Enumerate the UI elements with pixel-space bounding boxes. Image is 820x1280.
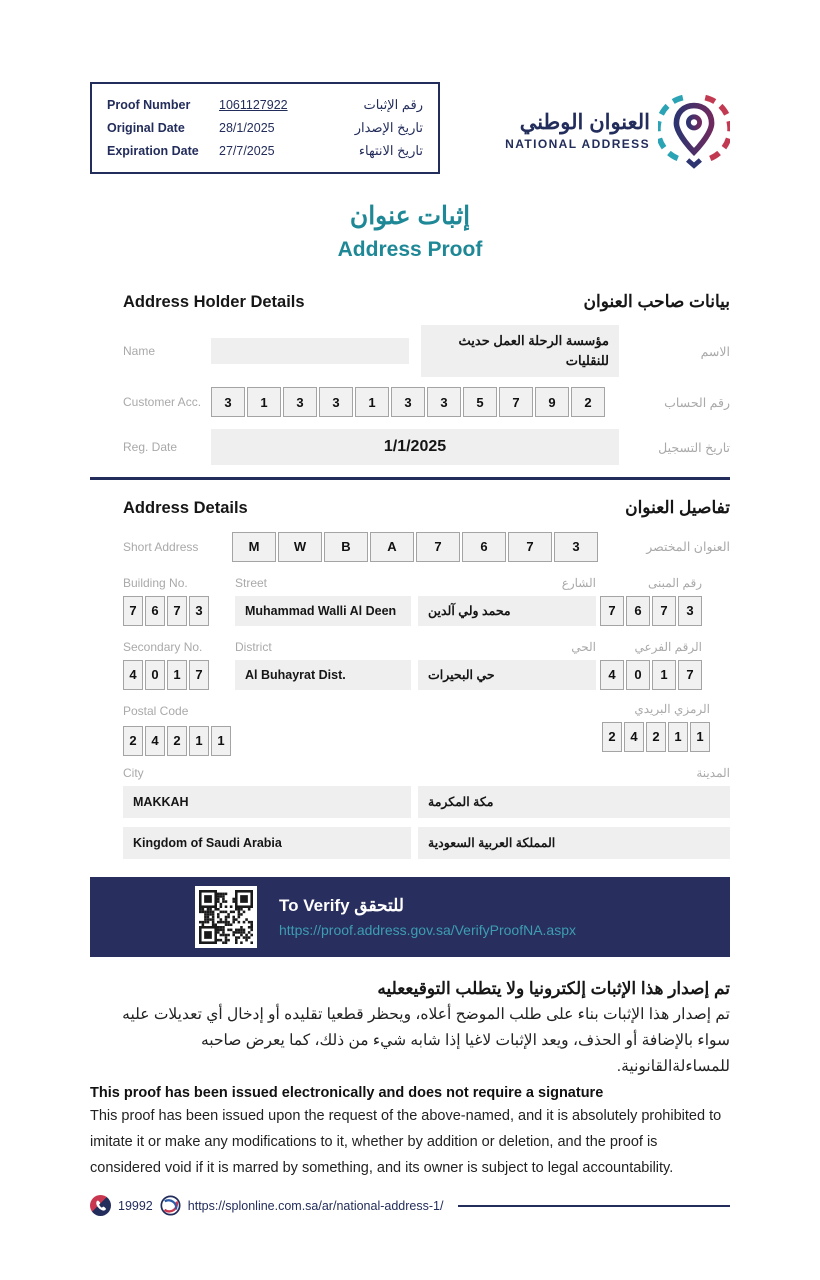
secondary-no-cells-ar bbox=[600, 660, 702, 690]
street-value-ar: محمد ولي آلدين bbox=[418, 596, 596, 626]
title-arabic: إثبات عنوان bbox=[349, 202, 471, 230]
char-cell: 3 bbox=[391, 387, 425, 417]
footer-url-link[interactable]: https://splonline.com.sa/ar/national-address-1/ bbox=[187, 1198, 444, 1213]
char-cell: 3 bbox=[319, 387, 353, 417]
postal-code-row bbox=[90, 702, 730, 756]
char-cell: 9 bbox=[535, 387, 569, 417]
char-cell: 0 bbox=[626, 660, 650, 690]
char-cell: 3 bbox=[427, 387, 461, 417]
char-cell: 7 bbox=[600, 596, 624, 626]
national-address-logo bbox=[505, 86, 730, 175]
char-cell: 3 bbox=[189, 596, 209, 626]
reg-date-value-field: 1/1/2025 bbox=[211, 429, 619, 465]
short-address-label: Short Address bbox=[123, 539, 199, 554]
disclaimer-heading-ar: تم إصدار هذا الإثبات إلكترونيا ولا يتطلب التوقيععليه bbox=[377, 978, 730, 998]
reg-date-label: Reg. Date bbox=[123, 440, 178, 455]
char-cell: 2 bbox=[167, 726, 187, 756]
street-label: Street bbox=[235, 575, 268, 590]
registration-date-row bbox=[90, 429, 730, 465]
char-cell: 7 bbox=[416, 532, 460, 562]
char-cell: 1 bbox=[690, 722, 710, 752]
char-cell: 6 bbox=[145, 596, 165, 626]
verify-bar bbox=[90, 877, 730, 957]
postal-code-cells bbox=[123, 726, 231, 756]
proof-number-label: Proof Number bbox=[107, 98, 191, 112]
proof-number-label-ar: رقم الإثبات bbox=[363, 97, 423, 112]
char-cell: B bbox=[324, 532, 368, 562]
char-cell: 2 bbox=[123, 726, 143, 756]
building-no-label-ar: رقم المبنى bbox=[647, 575, 702, 590]
address-heading-en: Address Details bbox=[123, 498, 248, 517]
document-title bbox=[90, 201, 730, 262]
char-cell: W bbox=[278, 532, 322, 562]
short-address-label-ar: العنوان المختصر bbox=[646, 540, 730, 555]
document-footer bbox=[90, 1195, 730, 1216]
building-no-cells-ar bbox=[600, 596, 702, 626]
name-label-ar: الاسم bbox=[700, 344, 730, 359]
original-date-value: 28/1/2025 bbox=[219, 121, 275, 135]
city-value-en: MAKKAH bbox=[123, 786, 411, 818]
name-value-ar-field: مؤسسة الرحلة العمل حديث للنقليات bbox=[421, 325, 619, 377]
holder-section-heading bbox=[90, 292, 730, 312]
name-row bbox=[90, 325, 730, 377]
char-cell: 3 bbox=[678, 596, 702, 626]
verify-url-link[interactable]: https://proof.address.gov.sa/VerifyProofNA.aspx bbox=[279, 921, 577, 938]
char-cell: 4 bbox=[145, 726, 165, 756]
address-section-heading bbox=[90, 498, 730, 518]
char-cell: 7 bbox=[508, 532, 552, 562]
secondary-no-label: Secondary No. bbox=[123, 639, 203, 654]
address-heading-ar: تفاصيل العنوان bbox=[625, 497, 730, 517]
disclaimer-heading-en: This proof has been issued electronically and does not require a signature bbox=[90, 1084, 604, 1101]
char-cell: 2 bbox=[646, 722, 666, 752]
building-street-row bbox=[90, 576, 730, 626]
short-address-cells bbox=[232, 532, 604, 562]
expiration-date-label: Expiration Date bbox=[107, 144, 199, 158]
proof-number-value[interactable]: 1061127922 bbox=[219, 98, 288, 112]
char-cell: 2 bbox=[602, 722, 622, 752]
building-no-cells bbox=[123, 596, 223, 626]
district-value-en: Al Buhayrat Dist. bbox=[235, 660, 411, 690]
spl-globe-icon bbox=[160, 1195, 181, 1216]
holder-heading-en: Address Holder Details bbox=[123, 293, 305, 311]
district-label-ar: الحي bbox=[571, 639, 596, 654]
char-cell: 7 bbox=[499, 387, 533, 417]
char-cell: 3 bbox=[554, 532, 598, 562]
title-english: Address Proof bbox=[337, 238, 483, 261]
secondary-no-label-ar: الرقم الفرعي bbox=[634, 639, 702, 654]
customer-account-label-ar: رقم الحساب bbox=[664, 395, 730, 410]
char-cell: 3 bbox=[283, 387, 317, 417]
char-cell: 2 bbox=[571, 387, 605, 417]
char-cell: 4 bbox=[624, 722, 644, 752]
char-cell: 7 bbox=[189, 660, 209, 690]
verify-label-ar: للتحقق bbox=[354, 895, 404, 915]
document-header bbox=[90, 82, 730, 175]
district-label: District bbox=[235, 639, 272, 654]
char-cell: M bbox=[232, 532, 276, 562]
holder-heading-ar: بيانات صاحب العنوان bbox=[583, 292, 730, 311]
name-value-en-field bbox=[211, 338, 409, 364]
logo-title-english: NATIONAL ADDRESS bbox=[505, 137, 650, 151]
customer-account-row bbox=[90, 387, 730, 417]
street-value-en: Muhammad Walli Al Deen bbox=[235, 596, 411, 626]
section-divider bbox=[90, 477, 730, 480]
logo-title-arabic: العنوان الوطني bbox=[519, 111, 650, 134]
secondary-district-row bbox=[90, 640, 730, 690]
city-row bbox=[90, 766, 730, 818]
char-cell: 7 bbox=[652, 596, 676, 626]
char-cell: 5 bbox=[463, 387, 497, 417]
building-no-label: Building No. bbox=[123, 575, 188, 590]
char-cell: 7 bbox=[167, 596, 187, 626]
char-cell: 1 bbox=[189, 726, 209, 756]
street-label-ar: الشارع bbox=[561, 575, 596, 590]
short-address-row bbox=[90, 532, 730, 562]
district-value-ar: حي البحيرات bbox=[418, 660, 596, 690]
char-cell: 1 bbox=[668, 722, 688, 752]
char-cell: 3 bbox=[211, 387, 245, 417]
char-cell: 7 bbox=[678, 660, 702, 690]
city-label-ar: المدينة bbox=[696, 765, 730, 780]
char-cell: 1 bbox=[652, 660, 676, 690]
secondary-no-cells bbox=[123, 660, 223, 690]
char-cell: 6 bbox=[626, 596, 650, 626]
original-date-label: Original Date bbox=[107, 121, 185, 135]
postal-code-label: Postal Code bbox=[123, 703, 189, 718]
location-pin-icon bbox=[658, 86, 730, 175]
char-cell: 4 bbox=[123, 660, 143, 690]
char-cell: 1 bbox=[247, 387, 281, 417]
char-cell: 7 bbox=[123, 596, 143, 626]
char-cell: 0 bbox=[145, 660, 165, 690]
city-label: City bbox=[123, 765, 144, 780]
reg-date-label-ar: تاريخ التسجيل bbox=[658, 440, 730, 455]
city-value-ar: مكة المكرمة bbox=[418, 786, 730, 818]
original-date-label-ar: تاريخ الإصدار bbox=[354, 120, 423, 135]
disclaimer-body-ar: تم إصدار هذا الإثبات بناء على طلب الموضح أعلاه، ويحظر قطعيا تقليده أو إدخال أي تعديلات عليه سواء بالإضافة أو الحذف، ويعد الإثبات لاغيا إذا شابه شيء من ذلك، كما يعرض صاحبه للمساءلةالقانونية. bbox=[122, 1005, 730, 1075]
expiration-date-value: 27/7/2025 bbox=[219, 144, 275, 158]
char-cell: 1 bbox=[211, 726, 231, 756]
expiration-date-label-ar: تاريخ الانتهاء bbox=[358, 143, 423, 158]
phone-icon bbox=[90, 1195, 111, 1216]
customer-account-cells bbox=[211, 387, 619, 417]
name-label: Name bbox=[123, 344, 156, 359]
country-row bbox=[90, 827, 730, 859]
postal-code-label-ar: الرمزي البريدي bbox=[634, 701, 710, 716]
customer-account-label: Customer Acc. bbox=[123, 395, 202, 410]
postal-code-cells-ar bbox=[602, 722, 710, 752]
verify-label-en: To Verify bbox=[279, 895, 350, 915]
disclaimer-body-en: This proof has been issued upon the request of the above-named, and it is absolutely prohibited to imitate it or make any modifications to it, whether by addition or deletion, and the proof is considered void if it is marred by something, and its owner is subject to legal accountability. bbox=[90, 1107, 722, 1177]
footer-rule bbox=[458, 1205, 730, 1207]
phone-number: 19992 bbox=[118, 1198, 153, 1213]
country-value-ar: المملكة العربية السعودية bbox=[418, 827, 730, 859]
country-value-en: Kingdom of Saudi Arabia bbox=[123, 827, 411, 859]
char-cell: A bbox=[370, 532, 414, 562]
proof-summary-box bbox=[90, 82, 440, 174]
qr-code bbox=[195, 886, 257, 948]
char-cell: 4 bbox=[600, 660, 624, 690]
char-cell: 1 bbox=[167, 660, 187, 690]
char-cell: 6 bbox=[462, 532, 506, 562]
char-cell: 1 bbox=[355, 387, 389, 417]
